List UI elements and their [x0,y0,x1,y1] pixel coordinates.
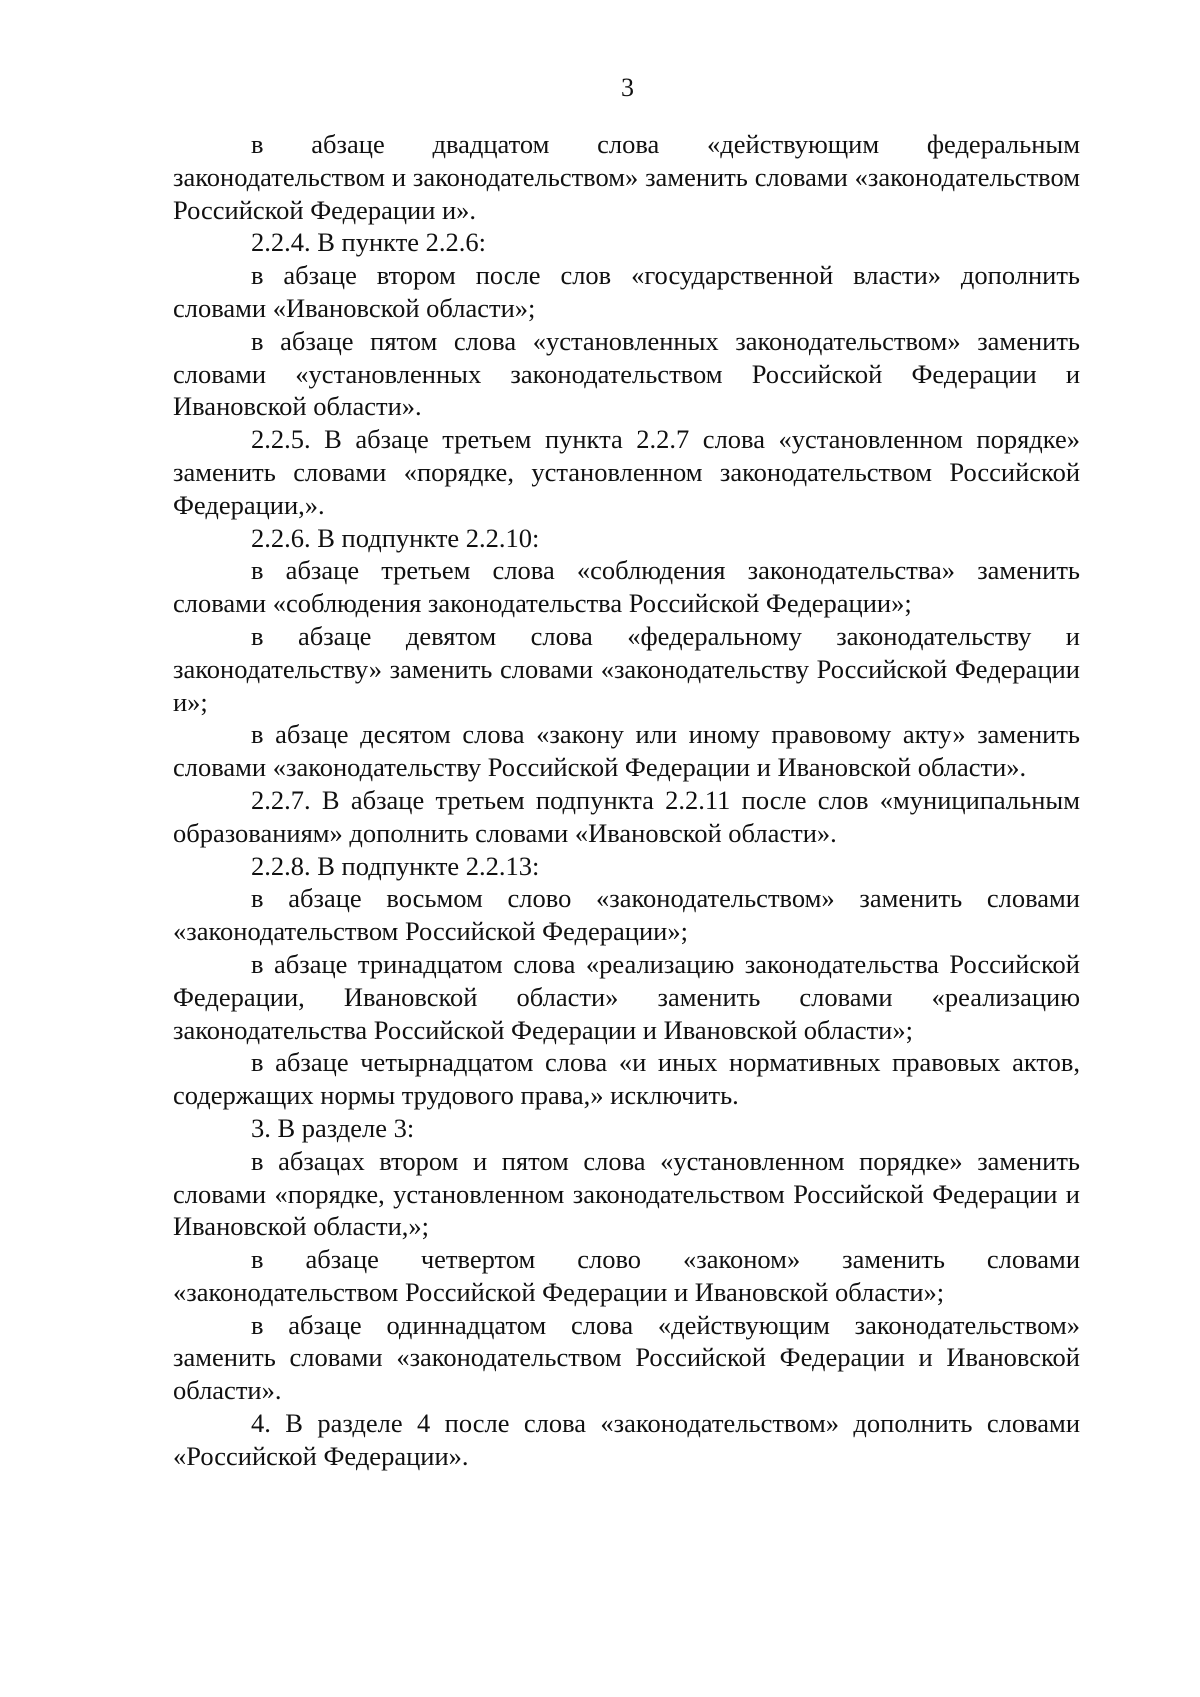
paragraph: 2.2.4. В пункте 2.2.6: [251,227,487,258]
paragraph: в абзаце пятом слова «установленных законодательством» заменить словами «установленных законодательством Российской Федерации и Ивановской области». [173,325,1080,422]
paragraph: в абзаце девятом слова «федеральному законодательству и законодательству» заменить словами «законодательству Российской Федерации и»; [173,620,1080,717]
paragraph: 2.2.5. В абзаце третьем пункта 2.2.7 слова «установленном порядке» заменить словами «порядке, установленном законодательством Российской Федерации,». [173,424,1080,520]
paragraph: в абзаце втором после слов «государственной власти» дополнить словами «Ивановской области»; [173,260,1080,323]
paragraph: в абзаце десятом слова «закону или иному правовому акту» заменить словами «законодательству Российской Федерации и Ивановской области». [173,719,1080,783]
paragraph: в абзаце двадцатом слова «действующим федеральным законодательством и законодательством» заменить словами «законодательством Российской Федерации и». [173,129,1080,225]
paragraph: в абзаце восьмом слово «законодательством» заменить словами «законодательством Российской Федерации»; [173,883,1080,947]
document-body [173,128,1080,1473]
paragraph: 2.2.7. В абзаце третьем подпункта 2.2.11 после слов «муниципальным образованиям» дополнить словами «Ивановской области». [173,784,1080,848]
page-number: 3 [621,73,634,102]
paragraph: 2.2.6. В подпункте 2.2.10: [251,522,540,553]
paragraph: в абзаце четвертом слово «законом» заменить словами «законодательством Российской Федерации и Ивановской области»; [173,1244,1080,1307]
paragraph: 2.2.8. В подпункте 2.2.13: [251,850,540,881]
paragraph: в абзаце одиннадцатом слова «действующим законодательством» заменить словами «законодательством Российской Федерации и Ивановской области». [173,1309,1080,1406]
paragraph: в абзацах втором и пятом слова «установленном порядке» заменить словами «порядке, установленном законодательством Российской Федерации и Ивановской области,»; [173,1145,1080,1242]
paragraph: 3. В разделе 3: [251,1112,415,1143]
paragraph: в абзаце третьем слова «соблюдения законодательства» заменить словами «соблюдения законодательства Российской Федерации»; [173,555,1080,619]
paragraph: 4. В разделе 4 после слова «законодательством» дополнить словами «Российской Федерации». [173,1408,1080,1471]
paragraph: в абзаце четырнадцатом слова «и иных нормативных правовых актов, содержащих нормы трудового права,» исключить. [173,1047,1080,1111]
paragraph: в абзаце тринадцатом слова «реализацию законодательства Российской Федерации, Ивановской области» заменить словами «реализацию законодательства Российской Федерации и Ивановской области»; [173,948,1080,1045]
